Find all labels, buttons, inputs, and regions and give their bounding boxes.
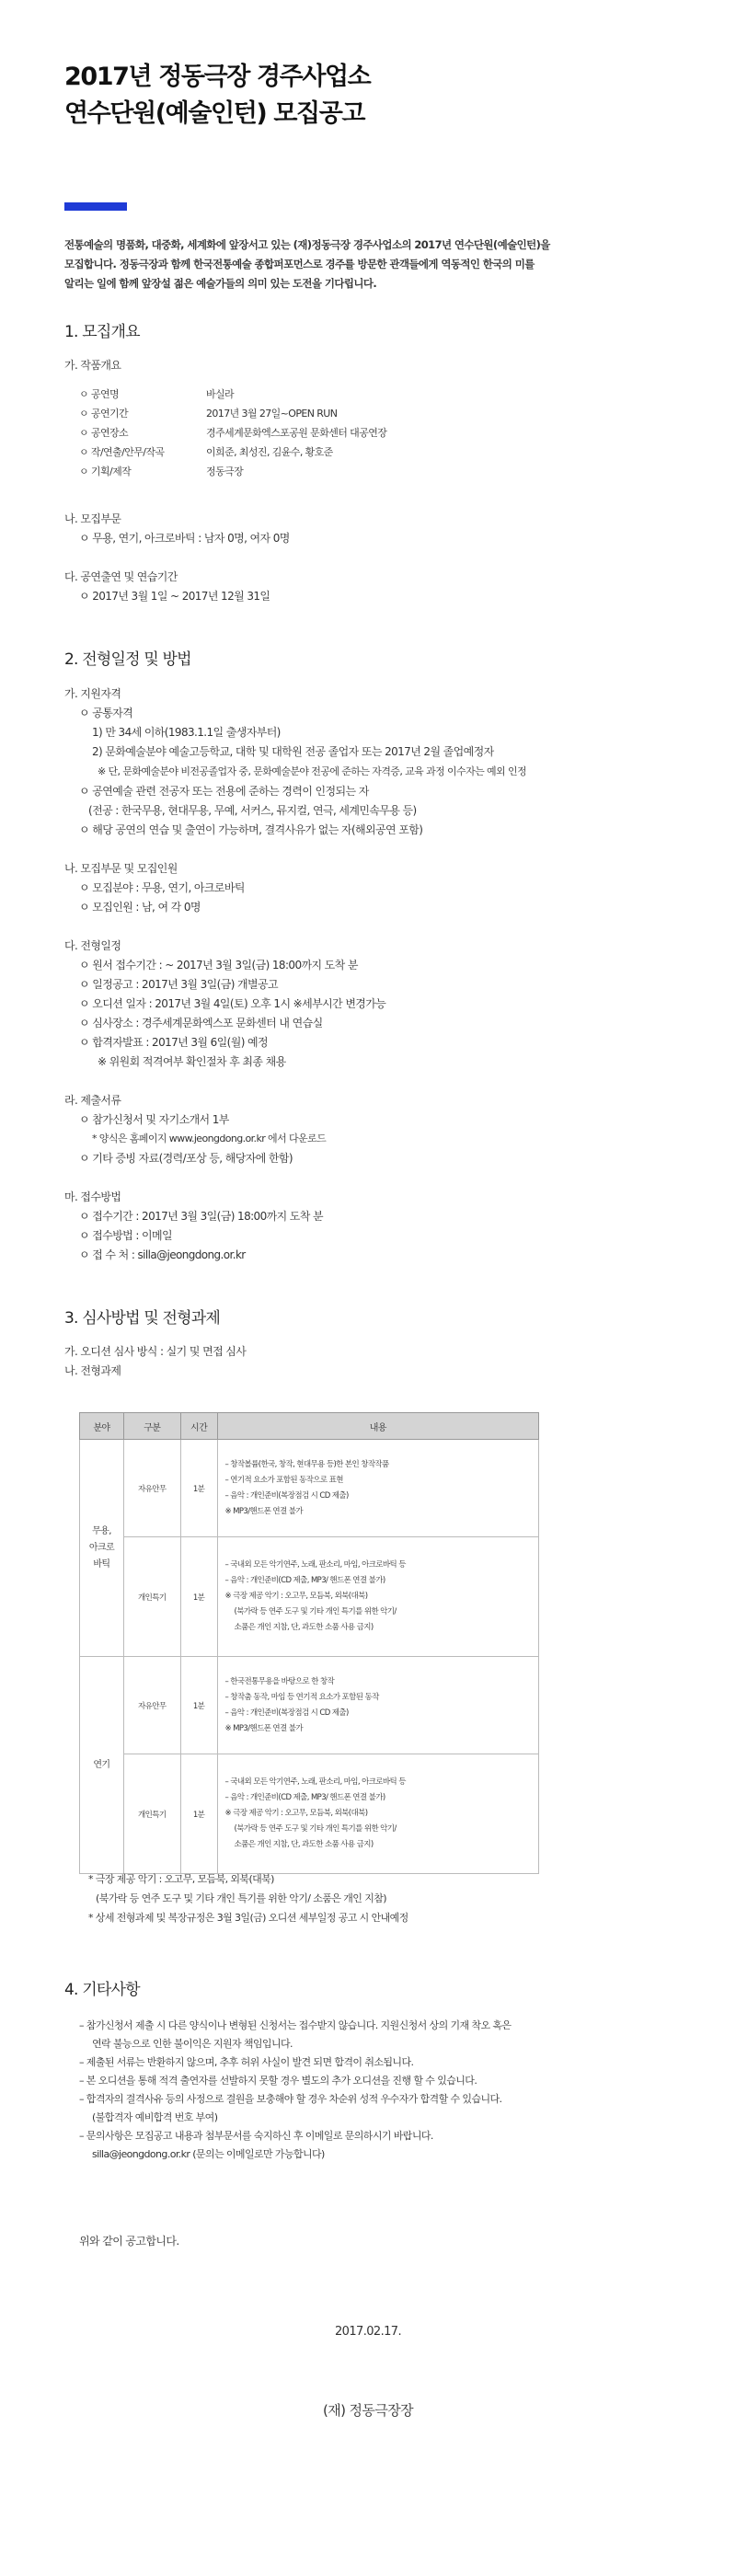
evaluation-table <box>79 1412 539 1874</box>
table-row <box>80 1440 539 1537</box>
row-time: 1분 <box>180 1440 217 1537</box>
s2-a1-2: 2) 문화예술분야 예술고등학교, 대학 및 대학원 전공 졸업자 또는 2017년 2월 졸업예정자 <box>92 745 494 758</box>
s2-d1: ㅇ 참가신청서 및 자기소개서 1부 <box>79 1113 229 1126</box>
s2-b-title: 나. 모집부문 및 모집인원 <box>64 862 178 875</box>
row-type: 자유안무 <box>123 1657 180 1754</box>
section-2-title: 2. 전형일정 및 방법 <box>64 650 191 669</box>
s2-b1: ㅇ 모집분야 : 무용, 연기, 아크로바틱 <box>79 881 245 894</box>
content-line: (북가락 등 연주 도구 및 기타 개인 특기를 위한 악기/ <box>234 1607 397 1616</box>
s2-a2-sub: (전공 : 한국무용, 현대무용, 무예, 서커스, 뮤지컬, 연극, 세계민속무용 등) <box>88 804 417 817</box>
s2-a1-1: 1) 만 34세 이하(1983.1.1일 출생자부터) <box>92 726 281 739</box>
content-line: 소품은 개인 지참, 단, 과도한 소품 사용 금지) <box>234 1623 374 1632</box>
s2-a2: ㅇ 공연예술 관련 전공자 또는 전용에 준하는 경력이 인정되는 자 <box>79 785 369 798</box>
overview-label: ㅇ 기획/제작 <box>79 466 132 477</box>
title-line-2: 연수단원(예술인턴) 모집공고 <box>64 99 365 128</box>
s2-c5-note: ※ 위원회 적격여부 확인절차 후 최종 채용 <box>98 1055 286 1068</box>
s2-c4: ㅇ 심사장소 : 경주세계문화엑스포 문화센터 내 연습실 <box>79 1017 323 1029</box>
s1-c-title: 다. 공연출연 및 연습기간 <box>64 570 178 583</box>
row-type: 자유안무 <box>123 1440 180 1537</box>
s2-a3: ㅇ 해당 공연의 연습 및 출연이 가능하며, 결격사유가 없는 자(해외공연 포함) <box>79 823 423 836</box>
content-line: – 창작춤 동작, 마임 등 연기적 요소가 포함된 동작 <box>224 1692 379 1702</box>
category-acting: 연기 <box>80 1657 124 1874</box>
header-time: 시간 <box>180 1413 217 1440</box>
content-line: ※ MP3/핸드폰 연결 불가 <box>224 1506 303 1516</box>
etc-line: – 제출된 서류는 반환하지 않으며, 추후 허위 사실이 발견 되면 합격이 취소됩니다. <box>79 2056 414 2068</box>
row-time: 1분 <box>180 1537 217 1657</box>
etc-list <box>79 2017 511 2164</box>
row-time: 1분 <box>180 1754 217 1874</box>
section-1-title: 1. 모집개요 <box>64 323 140 341</box>
table-header-row <box>80 1413 539 1440</box>
overview-value: 정동극장 <box>206 466 244 477</box>
header-type: 구분 <box>123 1413 180 1440</box>
s2-a1-note: ※ 단, 문화예술분야 비전공졸업자 중, 문화예술분야 전공에 준하는 자격증, 교육 과정 이수자는 예외 인정 <box>98 765 527 777</box>
section-3-title: 3. 심사방법 및 전형과제 <box>64 1309 221 1328</box>
s2-b2: ㅇ 모집인원 : 남, 여 각 0명 <box>79 901 201 914</box>
s2-c3: ㅇ 오디션 일자 : 2017년 3월 4일(토) 오후 1시 ※세부시간 변경가능 <box>79 997 386 1010</box>
row-content <box>217 1440 538 1537</box>
intro-line: 알리는 일에 함께 앞장설 젊은 예술가들의 의미 있는 도전을 기다립니다. <box>64 277 377 290</box>
etc-line: – 참가신청서 제출 시 다른 양식이나 변형된 신청서는 접수받지 않습니다. 지원신청서 상의 기재 착오 혹은 <box>79 2019 512 2031</box>
s2-e-title: 마. 접수방법 <box>64 1190 121 1203</box>
etc-line: – 문의사항은 모집공고 내용과 첨부문서를 숙지하신 후 이메일로 문의하시기 바랍니다. <box>79 2130 433 2142</box>
header-field: 분야 <box>80 1413 124 1440</box>
overview-value: 이희준, 최성진, 김윤수, 황호준 <box>206 446 333 458</box>
overview-label: ㅇ 작/연출/안무/작곡 <box>79 446 165 458</box>
overview-label: ㅇ 공연명 <box>79 388 120 400</box>
row-content <box>217 1537 538 1657</box>
s3-a-line: 가. 오디션 심사 방식 : 실기 및 면접 심사 <box>64 1345 247 1358</box>
etc-line: (불합격자 예비합격 번호 부여) <box>92 2111 218 2123</box>
table-row <box>80 1657 539 1754</box>
s3-note-2: * 상세 전형과제 및 복장규정은 3월 3일(금) 오디션 세부일정 공고 시 안내예정 <box>88 1912 408 1924</box>
s3-b-line: 나. 전형과제 <box>64 1364 121 1377</box>
s3-note-1: * 극장 제공 악기 : 오고무, 모듬북, 외북(대북) <box>88 1873 274 1885</box>
row-time: 1분 <box>180 1657 217 1754</box>
content-line: – 창작볼륨(한국, 창작, 현대무용 등)한 본인 창작작품 <box>224 1459 389 1469</box>
s2-c2: ㅇ 일정공고 : 2017년 3월 3일(금) 개별공고 <box>79 978 278 991</box>
section-4-title: 4. 기타사항 <box>64 1981 140 1999</box>
s2-c-title: 다. 전형일정 <box>64 939 121 952</box>
overview-value: 경주세계문화엑스포공원 문화센터 대공연장 <box>206 427 387 439</box>
overview-label: ㅇ 공연기간 <box>79 408 129 420</box>
category-line: 무용, <box>92 1525 111 1536</box>
s1-c-item: ㅇ 2017년 3월 1일 ~ 2017년 12월 31일 <box>79 590 270 603</box>
row-type: 개인특기 <box>123 1537 180 1657</box>
table-row <box>80 1537 539 1657</box>
table-row <box>80 1754 539 1874</box>
content-line: – 국내외 모든 악기연주, 노래, 판소리, 마임, 아크로바틱 등 <box>224 1560 406 1570</box>
s2-a1: ㅇ 공통자격 <box>79 707 133 719</box>
content-line: – 음악 : 개인준비(복장점검 시 CD 제출) <box>224 1490 349 1501</box>
s2-e2: ㅇ 접수방법 : 이메일 <box>79 1229 173 1242</box>
s2-e1: ㅇ 접수기간 : 2017년 3월 3일(금) 18:00까지 도착 분 <box>79 1210 324 1223</box>
announcement-date: 2017.02.17. <box>335 2325 401 2339</box>
s2-d2: ㅇ 기타 증빙 자료(경력/포상 등, 해당자에 한함) <box>79 1152 293 1165</box>
s2-c1: ㅇ 원서 접수기간 : ~ 2017년 3월 3일(금) 18:00까지 도착 분 <box>79 959 358 972</box>
intro-line: 모집합니다. 정동극장과 함께 한국전통예술 종합퍼포먼스로 경주를 방문한 관객들에게 역동적인 한국의 미를 <box>64 258 535 270</box>
category-dance-acro <box>80 1440 124 1657</box>
accent-bar <box>64 202 127 211</box>
s1-b-item: ㅇ 무용, 연기, 아크로바틱 : 남자 0명, 여자 0명 <box>79 532 290 545</box>
header-content: 내용 <box>217 1413 538 1440</box>
content-line: – 한국전통무용을 바탕으로 한 창작 <box>224 1676 335 1686</box>
etc-line: – 합격자의 결격사유 등의 사정으로 결원을 보충해야 할 경우 차순위 성적 우수자가 합격할 수 있습니다. <box>79 2093 502 2105</box>
page-title <box>64 59 370 132</box>
category-line: 바틱 <box>93 1558 110 1570</box>
content-line: 소품은 개인 지참, 단, 과도한 소품 사용 금지) <box>234 1840 374 1849</box>
overview-value: 바실라 <box>206 388 235 400</box>
intro-line: 전통예술의 명품화, 대중화, 세계화에 앞장서고 있는 (재)정동극장 경주사업소의 2017년 연수단원(예술인턴)을 <box>64 238 550 251</box>
content-line: – 음악 : 개인준비(CD 제출, MP3/ 핸드폰 연결 불가) <box>224 1793 385 1802</box>
s2-d1-note: * 양식은 홈페이지 www.jeongdong.or.kr 에서 다운로드 <box>92 1133 327 1144</box>
content-line: ※ 극장 제공 악기 : 오고무, 모듬북, 외북(대북) <box>224 1592 368 1601</box>
content-line: ※ 극장 제공 악기 : 오고무, 모듬북, 외북(대북) <box>224 1809 368 1818</box>
etc-line: 연락 불능으로 인한 불이익은 지원자 책임입니다. <box>92 2038 293 2050</box>
title-line-1: 2017년 정동극장 경주사업소 <box>64 63 371 91</box>
s2-d-title: 라. 제출서류 <box>64 1094 121 1107</box>
row-type: 개인특기 <box>123 1754 180 1874</box>
etc-line: – 본 오디션을 통해 적격 출연자를 선발하지 못할 경우 별도의 추가 오디션을 진행 할 수 있습니다. <box>79 2075 477 2087</box>
content-line: ※ MP3/핸드폰 연결 불가 <box>224 1723 303 1733</box>
s2-e3: ㅇ 접 수 처 : silla@jeongdong.or.kr <box>79 1248 246 1261</box>
content-line: (북가락 등 연주 도구 및 기타 개인 특기를 위한 악기/ <box>234 1824 397 1834</box>
issuer-name: (재) 정동극장장 <box>322 2402 413 2419</box>
s3-note-1-sub: (북가락 등 연주 도구 및 기타 개인 특기를 위한 악기/ 소품은 개인 지참) <box>96 1892 386 1904</box>
category-line: 아크로 <box>88 1542 115 1553</box>
intro-paragraph <box>64 236 672 293</box>
content-line: – 국내외 모든 악기연주, 노래, 판소리, 마임, 아크로바틱 등 <box>224 1777 406 1787</box>
s2-a-title: 가. 지원자격 <box>64 687 121 700</box>
s1-b-title: 나. 모집부문 <box>64 512 121 525</box>
content-line: – 음악 : 개인준비(CD 제출, MP3/ 핸드폰 연결 불가) <box>224 1576 385 1585</box>
row-content <box>217 1657 538 1754</box>
closing-statement: 위와 같이 공고합니다. <box>79 2235 179 2248</box>
row-content <box>217 1754 538 1874</box>
overview-label: ㅇ 공연장소 <box>79 427 129 439</box>
s1-a-title: 가. 작품개요 <box>64 359 121 372</box>
content-line: – 음악 : 개인준비(복장점검 시 CD 제출) <box>224 1708 349 1718</box>
etc-line: silla@jeongdong.or.kr (문의는 이메일로만 가능합니다) <box>92 2148 325 2160</box>
s2-c5: ㅇ 합격자발표 : 2017년 3월 6일(월) 예정 <box>79 1036 269 1049</box>
overview-value: 2017년 3월 27일~OPEN RUN <box>206 408 338 420</box>
content-line: – 연기적 요소가 포함된 동작으로 표현 <box>224 1475 343 1485</box>
